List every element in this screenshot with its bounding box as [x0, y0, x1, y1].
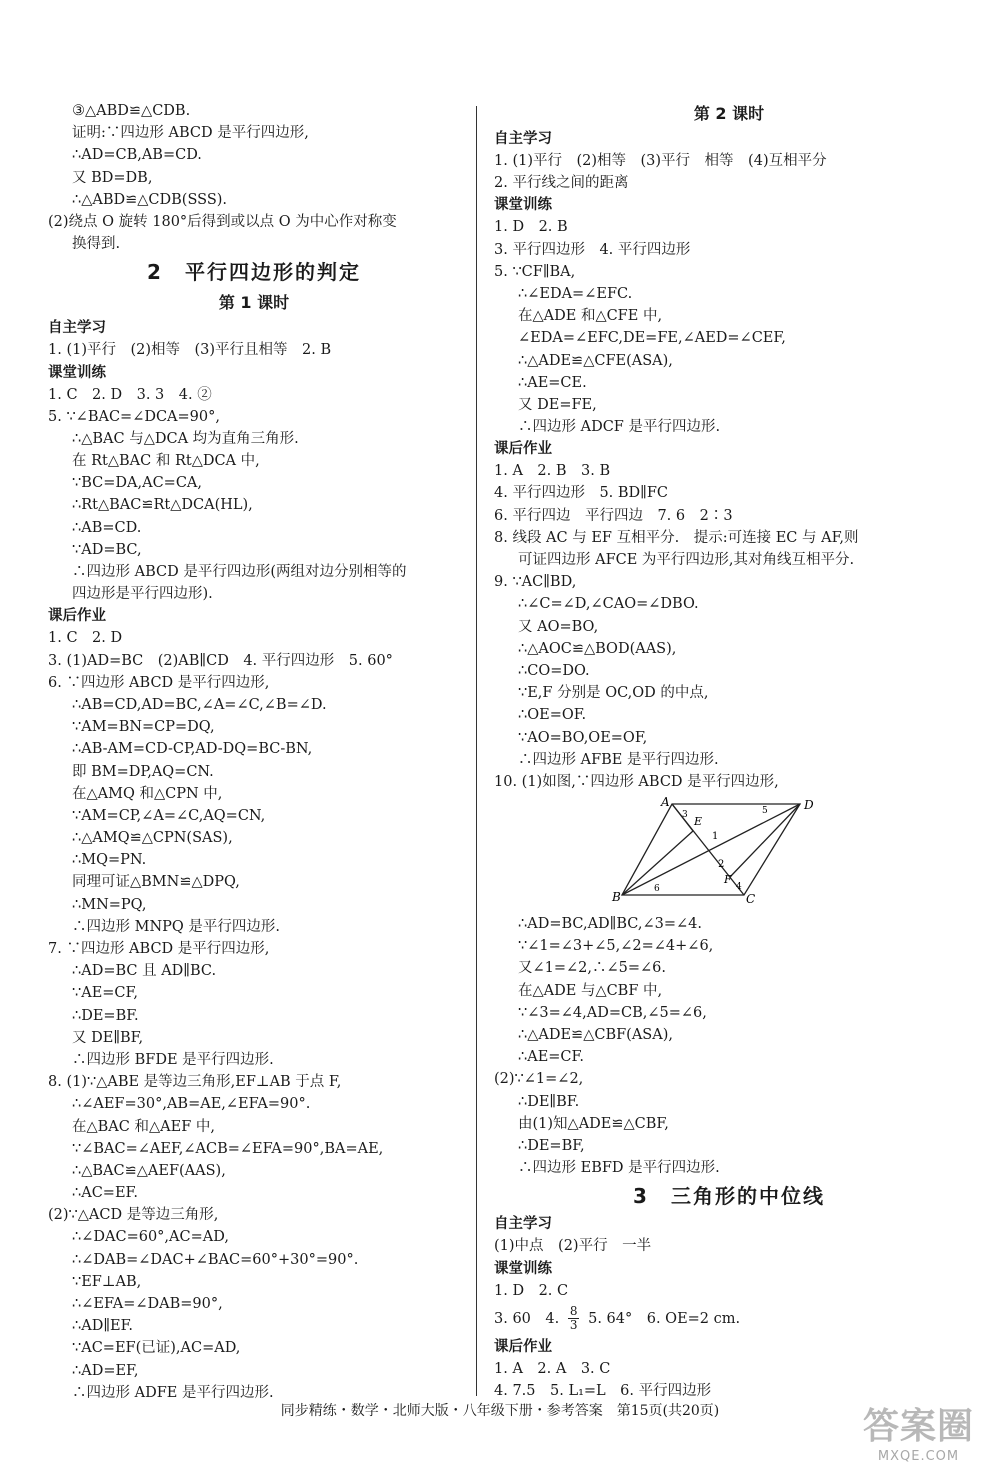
angle-3: 3: [682, 810, 688, 821]
right-zizhu-block: [494, 150, 964, 194]
label-b: B: [612, 890, 621, 905]
answer-line: 在△ADE 与△CBF 中,: [518, 982, 663, 999]
answer-line: 1. (1)平行 (2)相等 (3)平行 相等 (4)互相平分: [494, 153, 827, 169]
right-ketang-block: [494, 216, 964, 438]
left-pre-block: [48, 100, 460, 255]
angle-5: 5: [762, 806, 768, 817]
answer-line: 又 BD=DB,: [72, 169, 153, 186]
label-a: A: [661, 795, 670, 810]
watermark-sub: MXQE.COM: [877, 1449, 960, 1464]
right-kehou-block-b: [494, 913, 964, 1179]
answer-line: 10. (1)如图,∵四边形 ABCD 是平行四边形,: [494, 773, 779, 790]
answer-line: 4. 7.5 5. L₁=L 6. 平行四边形: [494, 1382, 712, 1399]
answer-line: ∴AE=CE.: [518, 374, 587, 391]
section-kehou: 课后作业: [48, 608, 106, 625]
answer-line: ∵∠1=∠3+∠5,∠2=∠4+∠6,: [518, 938, 714, 955]
answer-line: (2)∵∠1=∠2,: [494, 1071, 584, 1088]
answer-line: ∠EDA=∠EFC,DE=FE,∠AED=∠CEF,: [518, 330, 786, 347]
watermark-logo: [863, 1398, 974, 1464]
answer-line: 在 Rt△BAC 和 Rt△DCA 中,: [72, 453, 260, 470]
fraction-8-3: [568, 1305, 580, 1332]
answer-line: ∴△ABD≌△CDB(SSS).: [72, 191, 228, 208]
right-column: [494, 100, 964, 1402]
answer-line: 6. ∵四边形 ABCD 是平行四边形,: [48, 674, 270, 691]
answer-line: ∴AD=EF,: [72, 1362, 139, 1379]
answer-line: 1. D 2. B: [494, 219, 568, 236]
section-zizhu-2: 自主学习: [494, 1216, 552, 1233]
answer-line: ∴AD=BC,AD∥BC,∠3=∠4.: [518, 916, 702, 933]
answer-line: 又∠1=∠2,∴∠5=∠6.: [518, 960, 667, 977]
fraction-post: 5. 64° 6. OE=2 cm.: [588, 1310, 741, 1327]
answer-line: 4. 平行四边形 5. BD∥FC: [494, 485, 669, 502]
label-c: C: [746, 892, 756, 907]
answer-line: 1. C 2. D: [48, 630, 123, 647]
answer-line: ∴△AMQ≌△CPN(SAS),: [72, 830, 233, 847]
answer-line: ∵∠BAC=∠AEF,∠ACB=∠EFA=90°,BA=AE,: [72, 1140, 384, 1157]
answer-line: ③△ABD≌△CDB.: [72, 103, 191, 119]
answer-line: ∵BC=DA,AC=CA,: [72, 475, 202, 492]
answer-line: ∴△ADE≌△CBF(ASA),: [518, 1027, 673, 1043]
right-ketang2-block: [494, 1280, 964, 1302]
watermark-main: 答案圈: [862, 1406, 974, 1447]
answer-line: 5. ∵CF∥BA,: [494, 263, 576, 280]
answer-line: ∴△BAC≌△AEF(AAS),: [72, 1162, 226, 1179]
answer-line: ∵AO=BO,OE=OF,: [518, 729, 648, 746]
answer-line: ∴四边形 ADFE 是平行四边形.: [72, 1384, 274, 1401]
answer-line: ∴AB=CD.: [72, 519, 142, 536]
answer-line: ∴∠C=∠D,∠CAO=∠DBO.: [518, 596, 699, 613]
answer-line: 1. (1)平行 (2)相等 (3)平行且相等 2. B: [48, 342, 332, 359]
right-kehou2-block: [494, 1358, 964, 1402]
section-zizhu: 自主学习: [48, 320, 106, 337]
answer-line: 同理可证△BMN≌△DPQ,: [72, 874, 240, 891]
chapter-title-2: 2 平行四边形的判定: [147, 260, 361, 285]
answer-line: (1)中点 (2)平行 一半: [494, 1238, 652, 1255]
answer-line: (2)绕点 O 旋转 180°后得到或以点 O 为中心作对称变: [48, 213, 397, 230]
answer-line: 证明:∵四边形 ABCD 是平行四边形,: [72, 125, 309, 142]
section-kehou-2: 课后作业: [494, 1338, 552, 1355]
answer-line: ∵AC=EF(已证),AC=AD,: [72, 1340, 241, 1357]
answer-line: ∴△ADE≌△CFE(ASA),: [518, 352, 673, 369]
answer-line: ∴∠DAB=∠DAC+∠BAC=60°+30°=90°.: [72, 1251, 359, 1268]
answer-line: ∴CO=DO.: [518, 662, 590, 679]
answer-line: 又 DE∥BF,: [72, 1029, 144, 1046]
answer-line: ∵AE=CF,: [72, 985, 138, 1002]
answer-line: ∴MN=PQ,: [72, 896, 147, 913]
answer-line: ∴四边形 ADCF 是平行四边形.: [518, 419, 721, 436]
fraction-answer-line: [494, 1302, 964, 1336]
label-f: F: [724, 873, 732, 887]
answer-line: 9. ∵AC∥BD,: [494, 574, 577, 591]
angle-1: 1: [712, 831, 719, 843]
answer-line: 由(1)知△ADE≌△CBF,: [518, 1115, 669, 1132]
section-ketang-2: 课堂训练: [494, 1260, 552, 1277]
answer-line: ∴DE=BF,: [518, 1137, 585, 1154]
answer-line: 1. A 2. B 3. B: [494, 463, 611, 480]
right-kehou-block-a: [494, 460, 964, 793]
label-e: E: [694, 815, 703, 829]
fraction-den: 3: [569, 1318, 578, 1333]
answer-line: ∴AE=CF.: [518, 1049, 584, 1066]
angle-4: 4: [736, 882, 742, 893]
answer-line: 1. C 2. D 3. 3 4. ②: [48, 386, 212, 403]
left-kehou-block: [48, 627, 460, 1404]
answer-line: 又 DE=FE,: [518, 396, 597, 413]
answer-line: ∴DE∥BF.: [518, 1093, 580, 1110]
section-kehou: 课后作业: [494, 441, 552, 458]
answer-line: ∴四边形 EBFD 是平行四边形.: [518, 1160, 720, 1177]
answer-line: ∵AD=BC,: [72, 541, 142, 558]
angle-2: 2: [718, 859, 725, 871]
answer-line: ∴∠AEF=30°,AB=AE,∠EFA=90°.: [72, 1096, 311, 1113]
answer-line: ∴OE=OF.: [518, 707, 587, 724]
page-footer: 同步精练・数学・北师大版・八年级下册・参考答案 第15页(共20页): [280, 1403, 720, 1419]
answer-line: 3. 平行四边形 4. 平行四边形: [494, 241, 691, 258]
answer-line: ∴AD=CB,AB=CD.: [72, 147, 202, 164]
answer-line: 换得到.: [72, 236, 121, 253]
answer-line: 在△ADE 和△CFE 中,: [518, 308, 663, 325]
lesson-title-1: 第 1 课时: [218, 293, 290, 313]
fraction-num: 8: [569, 1304, 578, 1319]
answer-line: ∵AM=CP,∠A=∠C,AQ=CN,: [72, 807, 266, 824]
column-divider: [476, 106, 477, 1396]
answer-line: 2. 平行线之间的距离: [494, 175, 629, 192]
answer-line: ∴AD∥EF.: [72, 1318, 134, 1335]
answer-line: ∴∠EDA=∠EFC.: [518, 285, 633, 302]
answer-line: 又 AO=BO,: [518, 618, 599, 635]
answer-line: ∴△BAC 与△DCA 均为直角三角形.: [72, 430, 299, 447]
section-ketang: 课堂训练: [48, 364, 106, 381]
lesson-title-2: 第 2 课时: [693, 104, 765, 123]
answer-line: 可证四边形 AFCE 为平行四边形,其对角线互相平分.: [518, 552, 855, 568]
answer-line: 6. 平行四边 平行四边 7. 6 2∶3: [494, 507, 733, 524]
answer-line: 1. D 2. C: [494, 1282, 569, 1299]
answer-line: 在△AMQ 和△CPN 中,: [72, 785, 223, 802]
answer-line: ∵AM=BN=CP=DQ,: [72, 719, 215, 736]
answer-line: 3. (1)AD=BC (2)AB∥CD 4. 平行四边形 5. 60°: [48, 652, 393, 669]
left-ketang-block: [48, 384, 460, 606]
answer-line: ∴AB-AM=CD-CP,AD-DQ=BC-BN,: [72, 741, 313, 758]
answer-line: ∴MQ=PN.: [72, 852, 147, 869]
answer-line: ∴∠DAC=60°,AC=AD,: [72, 1229, 229, 1246]
answer-line: 四边形是平行四边形).: [72, 586, 213, 603]
answer-line: 7. ∵四边形 ABCD 是平行四边形,: [48, 941, 270, 957]
label-d: D: [804, 798, 814, 813]
answer-line: ∴AB=CD,AD=BC,∠A=∠C,∠B=∠D.: [72, 696, 327, 713]
section-ketang: 课堂训练: [494, 197, 552, 214]
diagonal-bd: [622, 804, 800, 895]
answer-line: ∴DE=BF.: [72, 1007, 139, 1024]
answer-line: ∴AD=BC 且 AD∥BC.: [72, 963, 217, 980]
answer-line: ∴四边形 MNPQ 是平行四边形.: [72, 918, 281, 935]
answer-line: ∴△AOC≌△BOD(AAS),: [518, 640, 677, 657]
answer-line: 5. ∵∠BAC=∠DCA=90°,: [48, 408, 220, 425]
answer-line: 即 BM=DP,AQ=CN.: [72, 763, 214, 780]
answer-line: ∴四边形 BFDE 是平行四边形.: [72, 1051, 274, 1068]
left-column: [48, 100, 460, 1404]
answer-line: 1. A 2. A 3. C: [494, 1360, 611, 1377]
answer-line: ∴AC=EF.: [72, 1185, 138, 1202]
angle-6: 6: [654, 884, 660, 895]
right-zizhu2-block: [494, 1235, 964, 1257]
answer-line: 在△BAC 和△AEF 中,: [72, 1118, 215, 1135]
answer-line: 8. (1)∵△ABE 是等边三角形,EF⊥AB 于点 F,: [48, 1074, 342, 1091]
answer-line: ∵EF⊥AB,: [72, 1273, 142, 1290]
answer-line: ∴四边形 AFBE 是平行四边形.: [518, 751, 719, 768]
section-zizhu: 自主学习: [494, 131, 552, 147]
answer-line: ∴四边形 ABCD 是平行四边形(两组对边分别相等的: [72, 564, 407, 580]
left-zizhu-block: [48, 339, 460, 361]
answer-line: ∴Rt△BAC≌Rt△DCA(HL),: [72, 497, 253, 514]
chapter-title-3: 3 三角形的中位线: [633, 1184, 825, 1209]
parallelogram-figure: [612, 797, 812, 905]
answer-line: (2)∵△ACD 是等边三角形,: [48, 1207, 219, 1224]
fraction-pre: 3. 60 4.: [494, 1310, 560, 1327]
answer-line: ∴∠EFA=∠DAB=90°,: [72, 1296, 223, 1312]
answer-line: 8. 线段 AC 与 EF 互相平分. 提示:可连接 EC 与 AF,则: [494, 529, 859, 546]
answer-line: ∵E,F 分别是 OC,OD 的中点,: [518, 685, 709, 702]
answer-line: ∵∠3=∠4,AD=CB,∠5=∠6,: [518, 1004, 707, 1021]
